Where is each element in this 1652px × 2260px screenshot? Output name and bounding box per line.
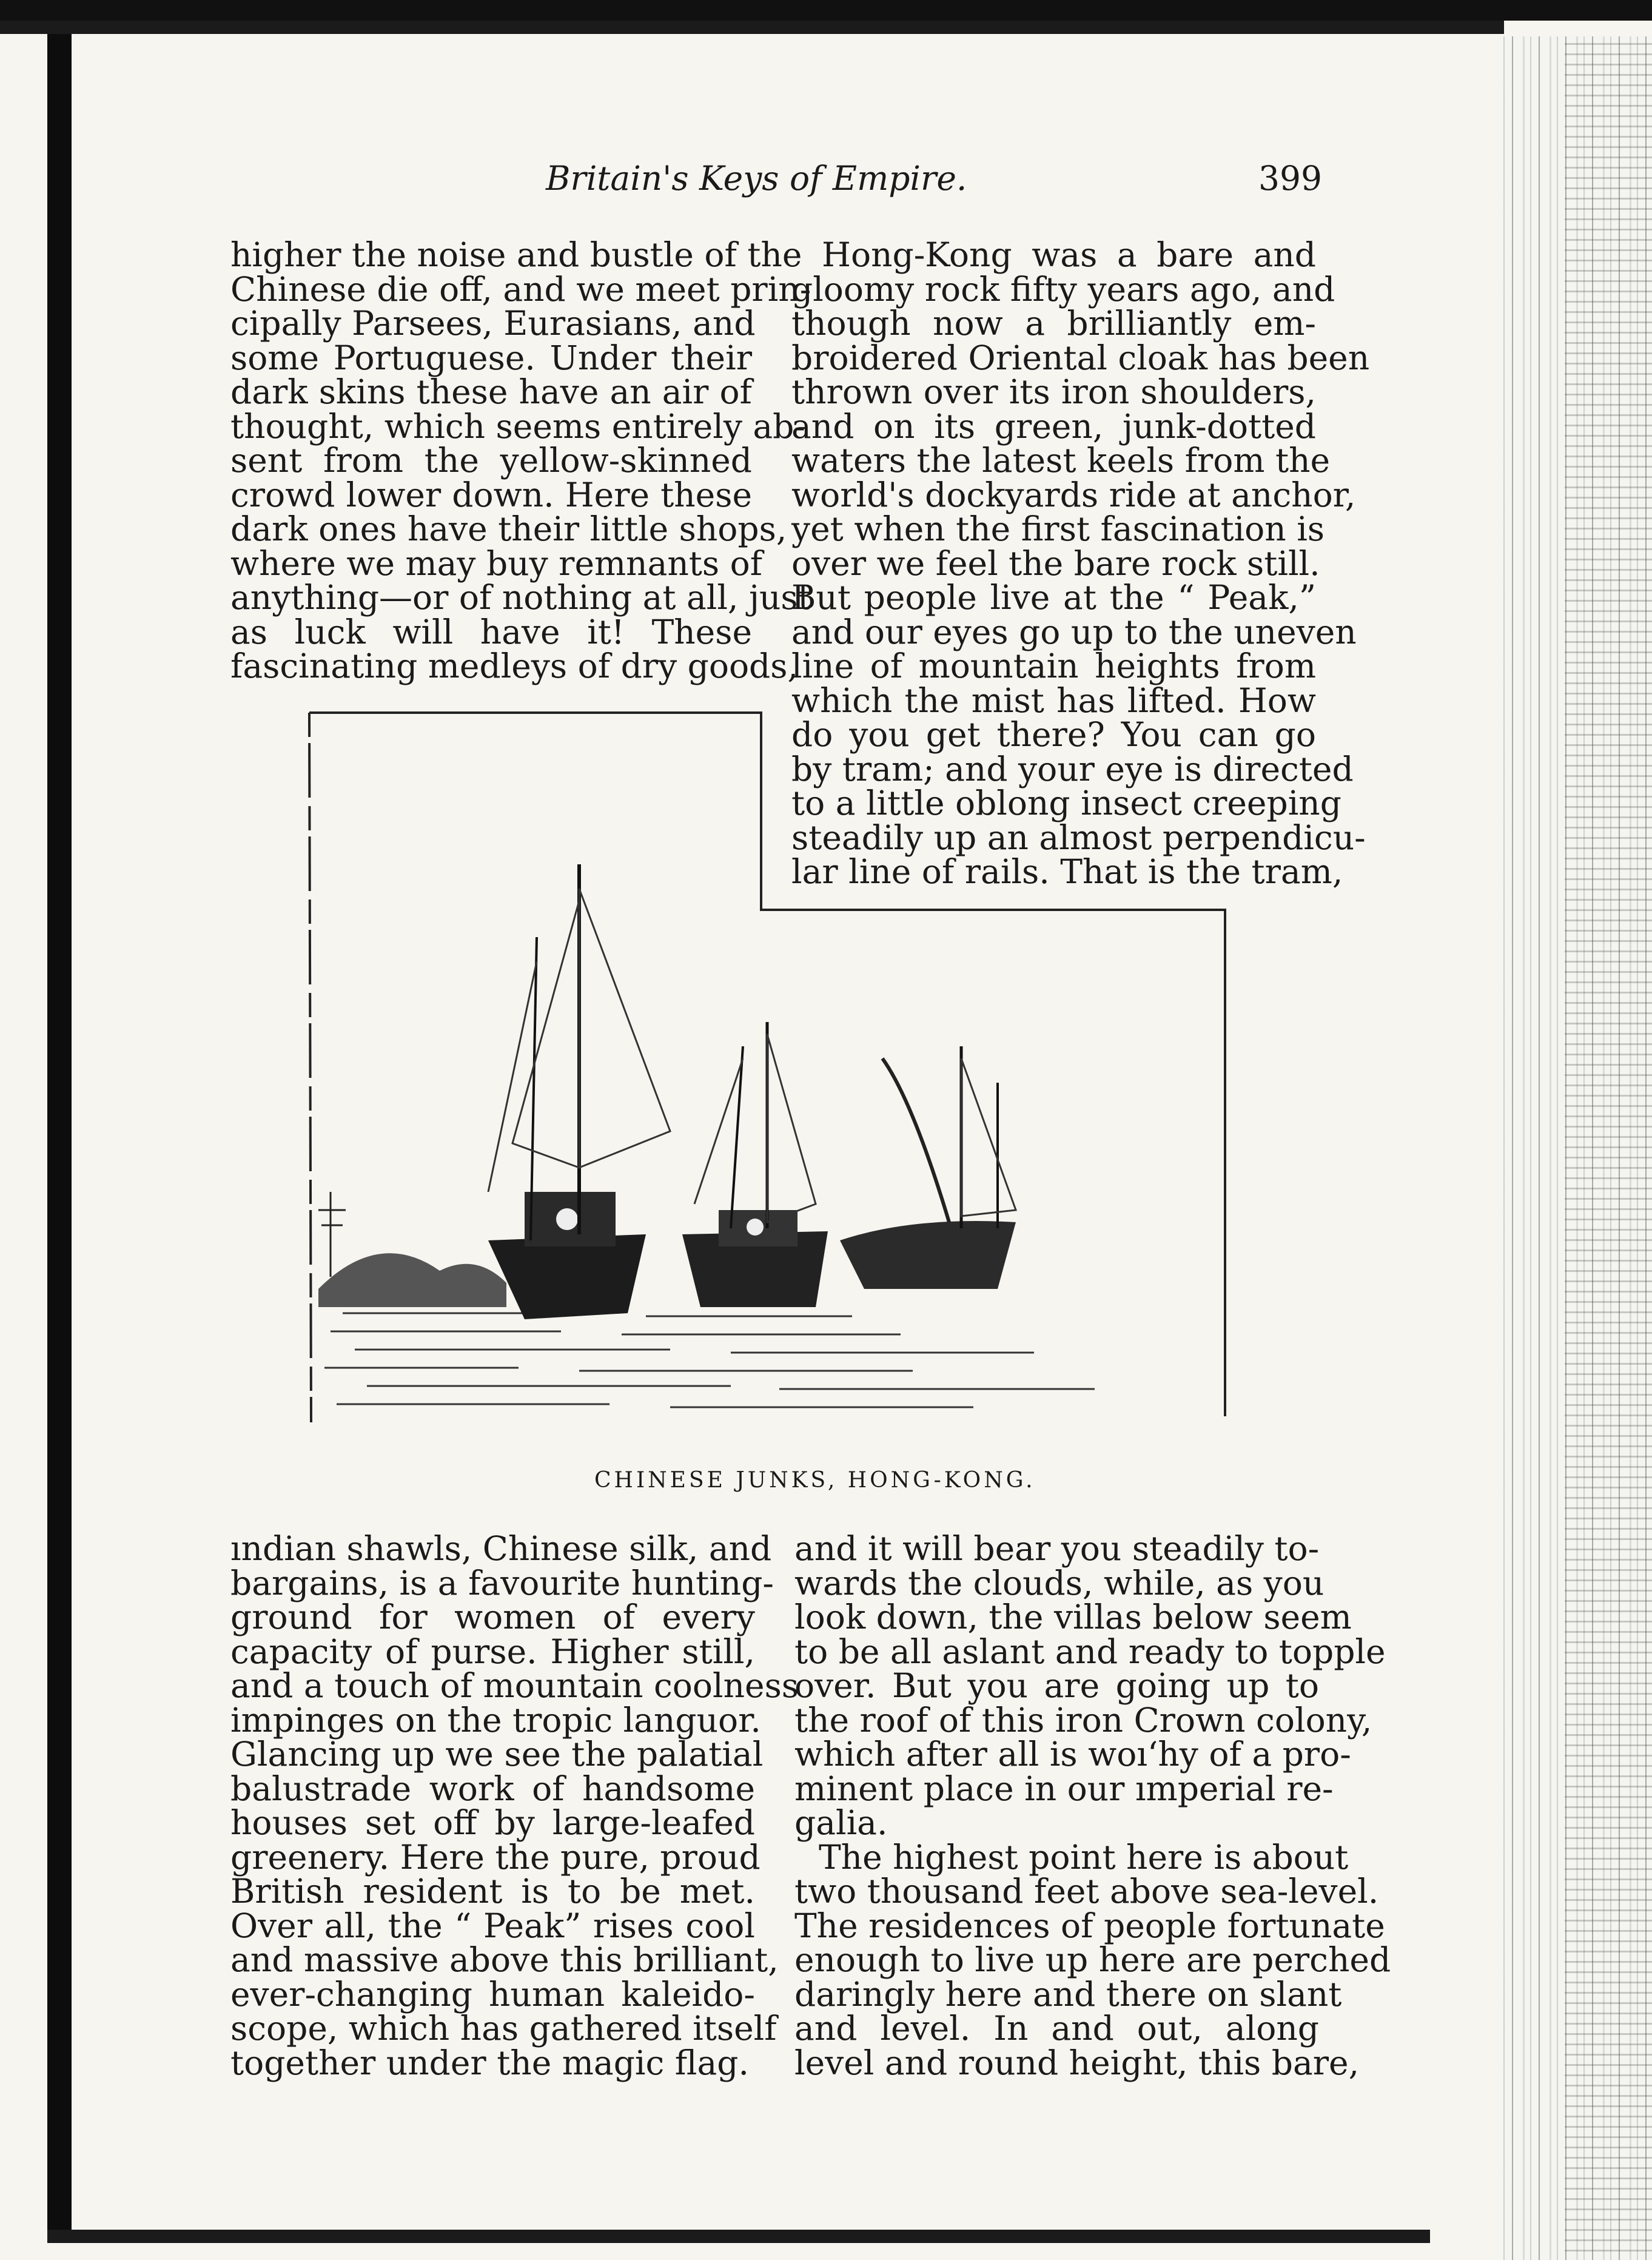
text-line: over. But you are going up to xyxy=(794,1666,1319,1705)
text-line: wards the clouds, while, as you xyxy=(794,1563,1325,1603)
text-line: Chinese die off, and we meet prin- xyxy=(230,269,811,309)
text-line: waters the latest keels from the xyxy=(791,441,1331,480)
text-line: yet when the first fascination is xyxy=(791,510,1325,548)
text-line: anything—or of nothing at all, just xyxy=(230,578,811,617)
text-line: look down, the villas below seem xyxy=(794,1598,1352,1636)
text-line: The highest point here is about xyxy=(819,1837,1349,1877)
text-line: line of mountain heights from xyxy=(791,647,1316,685)
text-line: where we may buy remnants of xyxy=(230,543,763,583)
text-line: balustrade work of handsome xyxy=(230,1769,755,1808)
text-line: Over all, the “ Peak” rises cool xyxy=(230,1906,755,1945)
book-spine-edge xyxy=(47,34,72,2242)
text-line: world's dockyards ride at anchor, xyxy=(791,475,1356,514)
scan-border-top-shadow xyxy=(0,21,1504,34)
text-line: steadily up an almost perpendicu- xyxy=(791,818,1366,857)
page-edge-noise xyxy=(1565,36,1652,2260)
figure-caption: CHINESE JUNKS, HONG-KONG. xyxy=(594,1468,1036,1493)
text-line: houses set off by large-leafed xyxy=(230,1803,755,1842)
text-line: enough to live up here are perched xyxy=(794,1940,1391,1979)
text-line: The residences of people fortunate xyxy=(794,1906,1385,1945)
scan-border-top xyxy=(0,0,1652,21)
text-line: which the mist has lifted. How xyxy=(791,681,1316,720)
text-line: level and round height, this bare, xyxy=(794,2043,1360,2082)
text-line: and massive above this brilliant, xyxy=(230,1940,779,1979)
text-line: Hong-Kong was a bare and xyxy=(822,235,1316,274)
text-line: as luck will have it! These xyxy=(230,612,752,651)
text-line: fascinating medleys of dry goods, xyxy=(230,647,798,685)
text-line: Glancing up we see the palatial xyxy=(230,1735,764,1774)
text-line: impinges on the tropic languor. xyxy=(230,1700,761,1740)
text-line: which after all is woı‘hy of a pro- xyxy=(794,1735,1351,1774)
text-line: over we feel the bare rock still. xyxy=(791,543,1320,583)
text-line: and our eyes go up to the uneven xyxy=(791,612,1357,651)
column-right-bottom xyxy=(794,1529,1391,2082)
text-line: higher the noise and bustle of the xyxy=(230,235,802,274)
text-line: dark ones have their little shops, xyxy=(230,510,787,548)
text-line: to be all aslant and ready to topple xyxy=(794,1632,1386,1671)
text-line: capacity of purse. Higher still, xyxy=(230,1632,755,1671)
text-line: sent from the yellow-skinned xyxy=(230,441,752,480)
scan-border-bottom xyxy=(47,2230,1430,2243)
text-line: dark skins these have an air of xyxy=(230,372,752,411)
text-line: lar line of rails. That is the tram, xyxy=(791,852,1343,891)
illustration-frame-left xyxy=(309,713,311,1422)
text-line: broidered Oriental cloak has been xyxy=(791,338,1370,377)
text-line: daringly here and there on slant xyxy=(794,1974,1342,2014)
text-line: gloomy rock fifty years ago, and xyxy=(791,269,1335,309)
page-number: 399 xyxy=(1258,159,1322,198)
shore-foliage xyxy=(318,1253,506,1307)
text-line: ground for women of every xyxy=(230,1598,755,1636)
text-line: bargains, is a favourite hunting- xyxy=(230,1563,774,1603)
page-header xyxy=(303,159,1322,207)
text-line: two thousand feet above sea-level. xyxy=(794,1872,1379,1911)
water-hatching xyxy=(324,1313,1095,1407)
column-left-bottom xyxy=(230,1529,799,2082)
text-line: galia. xyxy=(794,1803,888,1842)
junk-left xyxy=(488,864,670,1319)
text-line: together under the magic flag. xyxy=(230,2043,749,2082)
text-line: minent place in our ımperial re- xyxy=(794,1769,1334,1808)
text-line: and on its green, junk-dotted xyxy=(791,406,1316,446)
text-line: thought, which seems entirely ab- xyxy=(230,406,805,446)
text-line: the roof of this iron Crown colony, xyxy=(794,1700,1372,1740)
text-line: cipally Parsees, Eurasians, and xyxy=(230,304,756,343)
junk-right xyxy=(840,1046,1016,1289)
running-title: Britain's Keys of Empire. xyxy=(546,159,967,198)
text-line: some Portuguese. Under their xyxy=(230,338,752,377)
text-line: and a touch of mountain coolness xyxy=(230,1666,799,1705)
text-line: British resident is to be met. xyxy=(230,1872,755,1911)
junk-middle xyxy=(682,1022,828,1307)
text-line: ındian shawls, Chinese silk, and xyxy=(230,1529,772,1568)
text-line: But people live at the “ Peak,” xyxy=(791,578,1316,617)
text-line: greenery. Here the pure, proud xyxy=(230,1837,761,1877)
text-line: and it will bear you steadily to- xyxy=(794,1529,1320,1568)
text-line: though now a brilliantly em- xyxy=(791,304,1316,343)
chinese-junks-illustration xyxy=(306,707,1240,1465)
text-line: to a little oblong insect creeping xyxy=(791,784,1341,822)
text-line: by tram; and your eye is directed xyxy=(791,749,1354,789)
text-line: and level. In and out, along xyxy=(794,2009,1319,2048)
distant-mast xyxy=(318,1192,346,1277)
text-line: crowd lower down. Here these xyxy=(230,475,752,514)
text-line: thrown over its iron shoulders, xyxy=(791,372,1316,411)
text-line: scope, which has gathered itself xyxy=(230,2009,777,2048)
text-line: do you get there? You can go xyxy=(791,715,1316,754)
text-line: ever-changing human kaleido- xyxy=(230,1974,755,2014)
column-left-top xyxy=(230,235,811,685)
